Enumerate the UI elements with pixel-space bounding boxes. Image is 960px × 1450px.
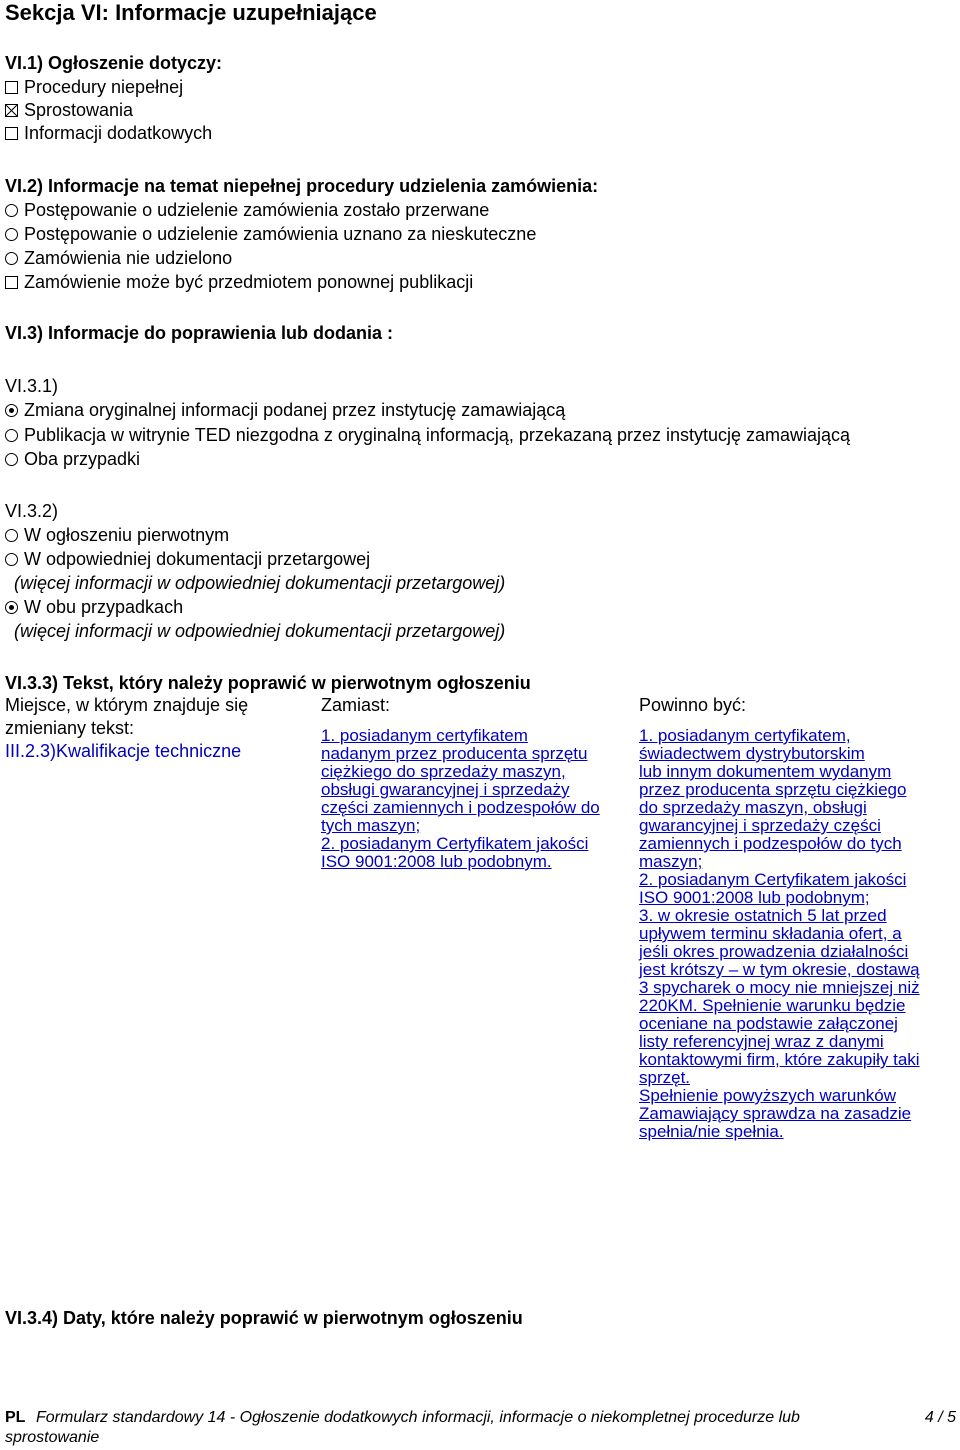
- text-line: nadanym przez producenta sprzętu: [321, 744, 588, 763]
- radio-unselected-icon: [5, 252, 18, 265]
- radio-unselected-icon: [5, 553, 18, 566]
- footer-page-number: 4 / 5: [924, 1409, 956, 1426]
- radio-unselected-icon: [5, 429, 18, 442]
- vi2-radio-nieskuteczne[interactable]: Postępowanie o udzielenie zamówienia uznano za nieskuteczne: [5, 224, 536, 245]
- text-line: jest krótszy – w tym okresie, dostawą: [639, 960, 920, 979]
- text-line: gwarancyjnej i sprzedaży części: [639, 816, 881, 835]
- text-line: ISO 9001:2008 lub podobnym;: [639, 888, 870, 907]
- radio-unselected-icon: [5, 228, 18, 241]
- text-line: lub innym dokumentem wydanym: [639, 762, 892, 781]
- vi31-radio-zmiana[interactable]: Zmiana oryginalnej informacji podanej przez instytucję zamawiającą: [5, 400, 565, 421]
- text-line: obsługi gwarancyjnej i sprzedaży: [321, 780, 570, 799]
- vi1-option-procedury[interactable]: Procedury niepełnej: [5, 77, 183, 98]
- vi31-label: VI.3.1): [5, 376, 59, 396]
- text-line: sprzęt.: [639, 1068, 691, 1087]
- text-line: ciężkiego do sprzedaży maszyn,: [321, 762, 566, 781]
- text-line: oceniane na podstawie załączonej: [639, 1014, 898, 1033]
- text-line: przez producenta sprzętu ciężkiego: [639, 780, 907, 799]
- col2-header: Zamiast:: [321, 695, 391, 715]
- vi1-heading: VI.1) Ogłoszenie dotyczy:: [5, 53, 223, 73]
- radio-unselected-icon: [5, 453, 18, 466]
- vi32-note-1: (więcej informacji w odpowiedniej dokumentacji przetargowej): [14, 573, 506, 593]
- text-line: jeśli okres prowadzenia działalności: [639, 942, 909, 961]
- col1-header-line1: Miejsce, w którym znajduje się: [5, 695, 249, 715]
- text-line: części zamiennych i podzespołów do: [321, 798, 600, 817]
- vi2-checkbox-ponownej[interactable]: Zamówienie może być przedmiotem ponownej publikacji: [5, 272, 473, 293]
- vi32-note-2: (więcej informacji w odpowiedniej dokumentacji przetargowej): [14, 621, 506, 641]
- text-line: kontaktowymi firm, które zakupiły taki: [639, 1050, 920, 1069]
- col1-value: III.2.3)Kwalifikacje techniczne: [5, 741, 242, 761]
- vi32-label: VI.3.2): [5, 501, 59, 521]
- text-line: 1. posiadanym certyfikatem,: [639, 726, 851, 745]
- vi3-heading: VI.3) Informacje do poprawienia lub dodania :: [5, 323, 394, 343]
- checkbox-unchecked-icon: [5, 127, 18, 140]
- text-line: 3 spycharek o mocy nie mniejszej niż: [639, 978, 920, 997]
- vi2-radio-przerwane[interactable]: Postępowanie o udzielenie zamówienia zostało przerwane: [5, 200, 489, 221]
- vi32-radio-obu[interactable]: W obu przypadkach: [5, 597, 183, 618]
- text-line: świadectwem dystrybutorskim: [639, 744, 865, 763]
- text-line: Spełnienie powyższych warunków: [639, 1086, 897, 1105]
- vi1-option-sprostowania[interactable]: Sprostowania: [5, 100, 133, 121]
- vi2-radio-nie-udzielono[interactable]: Zamówienia nie udzielono: [5, 248, 232, 269]
- vi32-radio-pierwotnym[interactable]: W ogłoszeniu pierwotnym: [5, 525, 229, 546]
- checkbox-checked-icon: [5, 104, 18, 117]
- footer-lang: PL: [5, 1409, 26, 1426]
- vi34-heading: VI.3.4) Daty, które należy poprawić w pierwotnym ogłoszeniu: [5, 1308, 523, 1328]
- vi32-radio-dokumentacji[interactable]: W odpowiedniej dokumentacji przetargowej: [5, 549, 370, 570]
- col2-text: [321, 727, 639, 871]
- checkbox-unchecked-icon: [5, 81, 18, 94]
- text-line: maszyn;: [639, 852, 703, 871]
- radio-unselected-icon: [5, 529, 18, 542]
- footer-form-line2: sprostowanie: [5, 1429, 100, 1446]
- text-line: 220KM. Spełnienie warunku będzie: [639, 996, 906, 1015]
- col3-text: [639, 727, 959, 1141]
- text-line: listy referencyjnej wraz z danymi: [639, 1032, 884, 1051]
- radio-unselected-icon: [5, 204, 18, 217]
- radio-selected-icon: [5, 601, 18, 614]
- vi2-heading: VI.2) Informacje na temat niepełnej procedury udzielenia zamówienia:: [5, 176, 599, 196]
- footer-form-line1: Formularz standardowy 14 - Ogłoszenie dodatkowych informacji, informacje o niekompletnej procedurze lub: [36, 1409, 800, 1426]
- text-line: tych maszyn;: [321, 816, 421, 835]
- text-line: spełnia/nie spełnia.: [639, 1122, 784, 1141]
- col3-header: Powinno być:: [639, 695, 747, 715]
- text-line: zamiennych i podzespołów do tych: [639, 834, 902, 853]
- vi31-radio-oba[interactable]: Oba przypadki: [5, 449, 140, 470]
- radio-selected-icon: [5, 404, 18, 417]
- text-line: 3. w okresie ostatnich 5 lat przed: [639, 906, 887, 925]
- vi33-heading: VI.3.3) Tekst, który należy poprawić w pierwotnym ogłoszeniu: [5, 673, 531, 693]
- checkbox-unchecked-icon: [5, 276, 18, 289]
- text-line: ISO 9001:2008 lub podobnym.: [321, 852, 552, 871]
- text-line: upływem terminu składania ofert, a: [639, 924, 902, 943]
- section-title: Sekcja VI: Informacje uzupełniające: [5, 0, 377, 25]
- text-line: do sprzedaży maszyn, obsługi: [639, 798, 867, 817]
- text-line: 2. posiadanym Certyfikatem jakości: [321, 834, 589, 853]
- text-line: 2. posiadanym Certyfikatem jakości: [639, 870, 907, 889]
- vi31-radio-publikacja[interactable]: Publikacja w witrynie TED niezgodna z oryginalną informacją, przekazaną przez instytucję zamawiającą: [5, 425, 850, 446]
- vi1-option-informacji[interactable]: Informacji dodatkowych: [5, 123, 212, 144]
- col1-header-line2: zmieniany tekst:: [5, 718, 135, 738]
- text-line: 1. posiadanym certyfikatem: [321, 726, 528, 745]
- text-line: Zamawiający sprawdza na zasadzie: [639, 1104, 912, 1123]
